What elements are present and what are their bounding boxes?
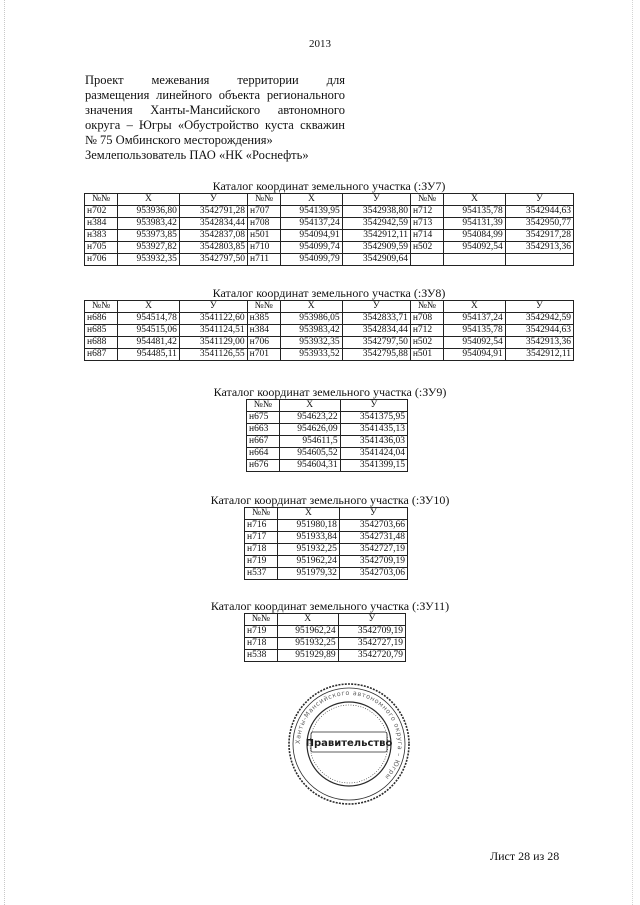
y-coordinate-cell: 3541122,60 bbox=[179, 313, 247, 325]
column-header-x: X bbox=[280, 301, 342, 313]
column-header-x: X bbox=[118, 301, 180, 313]
y-coordinate-cell: 3542834,44 bbox=[342, 325, 410, 337]
x-coordinate-cell: 953933,52 bbox=[280, 349, 342, 361]
y-coordinate-cell: 3542709,19 bbox=[338, 626, 405, 638]
point-id-cell: н687 bbox=[85, 349, 118, 361]
y-coordinate-cell: 3541126,55 bbox=[179, 349, 247, 361]
point-id-cell: н718 bbox=[245, 638, 278, 650]
column-header-x: X bbox=[443, 301, 505, 313]
project-line: значения Ханты-Мансийского автономного bbox=[85, 103, 345, 117]
x-coordinate-cell: 954099,74 bbox=[281, 242, 343, 254]
y-coordinate-cell: 3542938,80 bbox=[342, 206, 410, 218]
table-row bbox=[245, 532, 408, 544]
column-header-y: У bbox=[338, 614, 405, 626]
point-id-cell: н502 bbox=[410, 242, 443, 254]
x-coordinate-cell: 954515,06 bbox=[118, 325, 180, 337]
y-coordinate-cell: 3542797,50 bbox=[179, 254, 247, 266]
point-id-cell: н384 bbox=[247, 325, 280, 337]
point-id-cell: н502 bbox=[410, 337, 443, 349]
x-coordinate-cell: 954623,22 bbox=[279, 412, 340, 424]
column-header-x: X bbox=[277, 614, 338, 626]
column-header-point: №№ bbox=[245, 614, 278, 626]
x-coordinate-cell: 954094,91 bbox=[281, 230, 343, 242]
point-id-cell bbox=[410, 254, 443, 266]
x-coordinate-cell: 951932,25 bbox=[278, 544, 340, 556]
point-id-cell: н708 bbox=[247, 218, 280, 230]
point-id-cell: н702 bbox=[85, 206, 118, 218]
x-coordinate-cell: 953973,85 bbox=[118, 230, 180, 242]
table-row bbox=[245, 520, 408, 532]
column-header-point: №№ bbox=[247, 301, 280, 313]
y-coordinate-cell: 3542909,64 bbox=[342, 254, 410, 266]
x-coordinate-cell: 951962,24 bbox=[278, 556, 340, 568]
x-coordinate-cell: 954137,24 bbox=[443, 313, 505, 325]
table-row bbox=[245, 556, 408, 568]
x-coordinate-cell: 953932,35 bbox=[118, 254, 180, 266]
y-coordinate-cell: 3542709,19 bbox=[339, 556, 407, 568]
table-row bbox=[85, 254, 574, 266]
table-row bbox=[245, 626, 406, 638]
y-coordinate-cell: 3541436,03 bbox=[340, 436, 407, 448]
coordinate-table-zu9 bbox=[246, 399, 408, 472]
x-coordinate-cell: 951979,32 bbox=[278, 568, 340, 580]
x-coordinate-cell: 954084,99 bbox=[444, 230, 506, 242]
y-coordinate-cell: 3542837,08 bbox=[179, 230, 247, 242]
point-id-cell: н718 bbox=[245, 544, 278, 556]
x-coordinate-cell: 951932,25 bbox=[277, 638, 338, 650]
y-coordinate-cell: 3542797,50 bbox=[342, 337, 410, 349]
table-row bbox=[247, 448, 408, 460]
catalog-caption-zu10: Каталог координат земельного участка (:ЗУ10) bbox=[210, 493, 450, 507]
table-header-row bbox=[245, 508, 408, 520]
column-header-y: У bbox=[342, 301, 410, 313]
table-header-row bbox=[247, 400, 408, 412]
coordinate-table-zu8 bbox=[84, 300, 574, 361]
y-coordinate-cell: 3542944,63 bbox=[505, 325, 573, 337]
point-id-cell: н676 bbox=[247, 460, 280, 472]
y-coordinate-cell: 3542909,59 bbox=[342, 242, 410, 254]
y-coordinate-cell: 3542727,19 bbox=[338, 638, 405, 650]
x-coordinate-cell: 954092,54 bbox=[443, 337, 505, 349]
point-id-cell: н501 bbox=[410, 349, 443, 361]
table-row bbox=[245, 568, 408, 580]
y-coordinate-cell: 3542720,79 bbox=[338, 650, 405, 662]
x-coordinate-cell: 953983,42 bbox=[118, 218, 180, 230]
project-line: округа – Югры «Обустройство куста скважин bbox=[85, 118, 345, 132]
point-id-cell: н706 bbox=[85, 254, 118, 266]
x-coordinate-cell: 951962,24 bbox=[277, 626, 338, 638]
x-coordinate-cell: 954099,79 bbox=[281, 254, 343, 266]
x-coordinate-cell: 951933,84 bbox=[278, 532, 340, 544]
point-id-cell: н537 bbox=[245, 568, 278, 580]
scan-edge-left bbox=[4, 0, 6, 905]
column-header-point: №№ bbox=[247, 400, 280, 412]
project-description bbox=[85, 73, 345, 163]
point-id-cell: н714 bbox=[410, 230, 443, 242]
scan-edge-right bbox=[632, 0, 634, 905]
column-header-x: X bbox=[281, 194, 343, 206]
table-row bbox=[85, 206, 574, 218]
y-coordinate-cell: 3542944,63 bbox=[505, 206, 573, 218]
y-coordinate-cell: 3542950,77 bbox=[505, 218, 573, 230]
x-coordinate-cell: 953983,42 bbox=[280, 325, 342, 337]
round-seal-stamp bbox=[287, 682, 411, 806]
point-id-cell: н686 bbox=[85, 313, 118, 325]
y-coordinate-cell: 3542833,71 bbox=[342, 313, 410, 325]
table-row bbox=[247, 436, 408, 448]
column-header-point: №№ bbox=[247, 194, 280, 206]
coordinate-table-zu11 bbox=[244, 613, 406, 662]
x-coordinate-cell: 954131,39 bbox=[444, 218, 506, 230]
x-coordinate-cell: 954139,95 bbox=[281, 206, 343, 218]
catalog-caption-zu7: Каталог координат земельного участка (:ЗУ7) bbox=[212, 179, 446, 193]
point-id-cell: н708 bbox=[410, 313, 443, 325]
x-coordinate-cell bbox=[444, 254, 506, 266]
coordinate-table-zu10 bbox=[244, 507, 408, 580]
column-header-x: X bbox=[444, 194, 506, 206]
table-row bbox=[85, 218, 574, 230]
y-coordinate-cell: 3541124,51 bbox=[179, 325, 247, 337]
point-id-cell: н675 bbox=[247, 412, 280, 424]
table-row bbox=[85, 313, 574, 325]
point-id-cell: н538 bbox=[245, 650, 278, 662]
column-header-y: У bbox=[339, 508, 407, 520]
column-header-x: X bbox=[279, 400, 340, 412]
point-id-cell: н706 bbox=[247, 337, 280, 349]
point-id-cell: н712 bbox=[410, 206, 443, 218]
column-header-y: У bbox=[505, 301, 573, 313]
project-line: Проект межевания территории для bbox=[85, 73, 345, 87]
table-header-row bbox=[85, 194, 574, 206]
x-coordinate-cell: 954604,31 bbox=[279, 460, 340, 472]
x-coordinate-cell: 951929,89 bbox=[277, 650, 338, 662]
seal-ring-text: Ханты-Мансийского автономного округа – Югры bbox=[293, 688, 405, 782]
sheet-number: Лист 28 из 28 bbox=[490, 849, 560, 863]
point-id-cell: н716 bbox=[245, 520, 278, 532]
point-id-cell: н701 bbox=[247, 349, 280, 361]
y-coordinate-cell: 3541435,13 bbox=[340, 424, 407, 436]
page-year: 2013 bbox=[309, 38, 331, 50]
table-header-row bbox=[245, 614, 406, 626]
y-coordinate-cell: 3541399,15 bbox=[340, 460, 407, 472]
table-row bbox=[85, 337, 574, 349]
y-coordinate-cell: 3542913,36 bbox=[505, 242, 573, 254]
y-coordinate-cell: 3542912,11 bbox=[505, 349, 573, 361]
table-row bbox=[247, 460, 408, 472]
y-coordinate-cell: 3542703,06 bbox=[339, 568, 407, 580]
column-header-y: У bbox=[179, 194, 247, 206]
catalog-caption-zu8: Каталог координат земельного участка (:ЗУ8) bbox=[212, 286, 446, 300]
table-row bbox=[247, 424, 408, 436]
x-coordinate-cell: 951980,18 bbox=[278, 520, 340, 532]
x-coordinate-cell: 954605,52 bbox=[279, 448, 340, 460]
x-coordinate-cell: 954485,11 bbox=[118, 349, 180, 361]
y-coordinate-cell: 3542803,85 bbox=[179, 242, 247, 254]
table-row bbox=[245, 544, 408, 556]
y-coordinate-cell: 3542795,88 bbox=[342, 349, 410, 361]
column-header-y: У bbox=[340, 400, 407, 412]
y-coordinate-cell: 3542942,59 bbox=[342, 218, 410, 230]
table-row bbox=[85, 230, 574, 242]
y-coordinate-cell: 3542834,44 bbox=[179, 218, 247, 230]
coordinate-table-zu7 bbox=[84, 193, 574, 266]
point-id-cell: н719 bbox=[245, 556, 278, 568]
point-id-cell: н384 bbox=[85, 218, 118, 230]
point-id-cell: н713 bbox=[410, 218, 443, 230]
y-coordinate-cell: 3542727,19 bbox=[339, 544, 407, 556]
x-coordinate-cell: 954094,91 bbox=[443, 349, 505, 361]
x-coordinate-cell: 954092,54 bbox=[444, 242, 506, 254]
y-coordinate-cell: 3542913,36 bbox=[505, 337, 573, 349]
y-coordinate-cell: 3542912,11 bbox=[342, 230, 410, 242]
catalog-caption-zu9: Каталог координат земельного участка (:ЗУ9) bbox=[213, 385, 447, 399]
x-coordinate-cell: 954135,78 bbox=[444, 206, 506, 218]
x-coordinate-cell: 954626,09 bbox=[279, 424, 340, 436]
land-user: Землепользователь ПАО «НК «Роснефть» bbox=[85, 148, 309, 162]
column-header-y: У bbox=[505, 194, 573, 206]
project-line: размещения линейного объекта регионального bbox=[85, 88, 345, 102]
y-coordinate-cell: 3541375,95 bbox=[340, 412, 407, 424]
project-line: № 75 Омбинского месторождения» bbox=[85, 133, 273, 147]
column-header-point: №№ bbox=[85, 301, 118, 313]
catalog-caption-zu11: Каталог координат земельного участка (:ЗУ11) bbox=[210, 599, 450, 613]
column-header-x: X bbox=[118, 194, 180, 206]
point-id-cell: н712 bbox=[410, 325, 443, 337]
point-id-cell: н685 bbox=[85, 325, 118, 337]
column-header-point: №№ bbox=[410, 301, 443, 313]
y-coordinate-cell: 3542791,28 bbox=[179, 206, 247, 218]
column-header-x: X bbox=[278, 508, 340, 520]
point-id-cell: н663 bbox=[247, 424, 280, 436]
point-id-cell: н383 bbox=[85, 230, 118, 242]
point-id-cell: н667 bbox=[247, 436, 280, 448]
point-id-cell: н664 bbox=[247, 448, 280, 460]
point-id-cell: н688 bbox=[85, 337, 118, 349]
point-id-cell: н719 bbox=[245, 626, 278, 638]
point-id-cell: н385 bbox=[247, 313, 280, 325]
table-row bbox=[85, 325, 574, 337]
point-id-cell: н705 bbox=[85, 242, 118, 254]
x-coordinate-cell: 953986,05 bbox=[280, 313, 342, 325]
column-header-y: У bbox=[179, 301, 247, 313]
x-coordinate-cell: 953936,80 bbox=[118, 206, 180, 218]
table-row bbox=[247, 412, 408, 424]
point-id-cell: н717 bbox=[245, 532, 278, 544]
x-coordinate-cell: 954135,78 bbox=[443, 325, 505, 337]
table-header-row bbox=[85, 301, 574, 313]
y-coordinate-cell: 3542703,66 bbox=[339, 520, 407, 532]
x-coordinate-cell: 954137,24 bbox=[281, 218, 343, 230]
point-id-cell: н501 bbox=[247, 230, 280, 242]
y-coordinate-cell bbox=[505, 254, 573, 266]
x-coordinate-cell: 954481,42 bbox=[118, 337, 180, 349]
x-coordinate-cell: 954611,5 bbox=[279, 436, 340, 448]
x-coordinate-cell: 953932,35 bbox=[280, 337, 342, 349]
table-row bbox=[245, 638, 406, 650]
table-row bbox=[85, 349, 574, 361]
x-coordinate-cell: 954514,78 bbox=[118, 313, 180, 325]
table-row bbox=[245, 650, 406, 662]
point-id-cell: н710 bbox=[247, 242, 280, 254]
y-coordinate-cell: 3541424,04 bbox=[340, 448, 407, 460]
point-id-cell: н707 bbox=[247, 206, 280, 218]
y-coordinate-cell: 3541129,00 bbox=[179, 337, 247, 349]
y-coordinate-cell: 3542731,48 bbox=[339, 532, 407, 544]
column-header-point: №№ bbox=[410, 194, 443, 206]
table-row bbox=[85, 242, 574, 254]
x-coordinate-cell: 953927,82 bbox=[118, 242, 180, 254]
column-header-point: №№ bbox=[245, 508, 278, 520]
y-coordinate-cell: 3542942,59 bbox=[505, 313, 573, 325]
seal-center-text: Правительство bbox=[305, 738, 393, 749]
y-coordinate-cell: 3542917,28 bbox=[505, 230, 573, 242]
column-header-y: У bbox=[342, 194, 410, 206]
point-id-cell: н711 bbox=[247, 254, 280, 266]
column-header-point: №№ bbox=[85, 194, 118, 206]
